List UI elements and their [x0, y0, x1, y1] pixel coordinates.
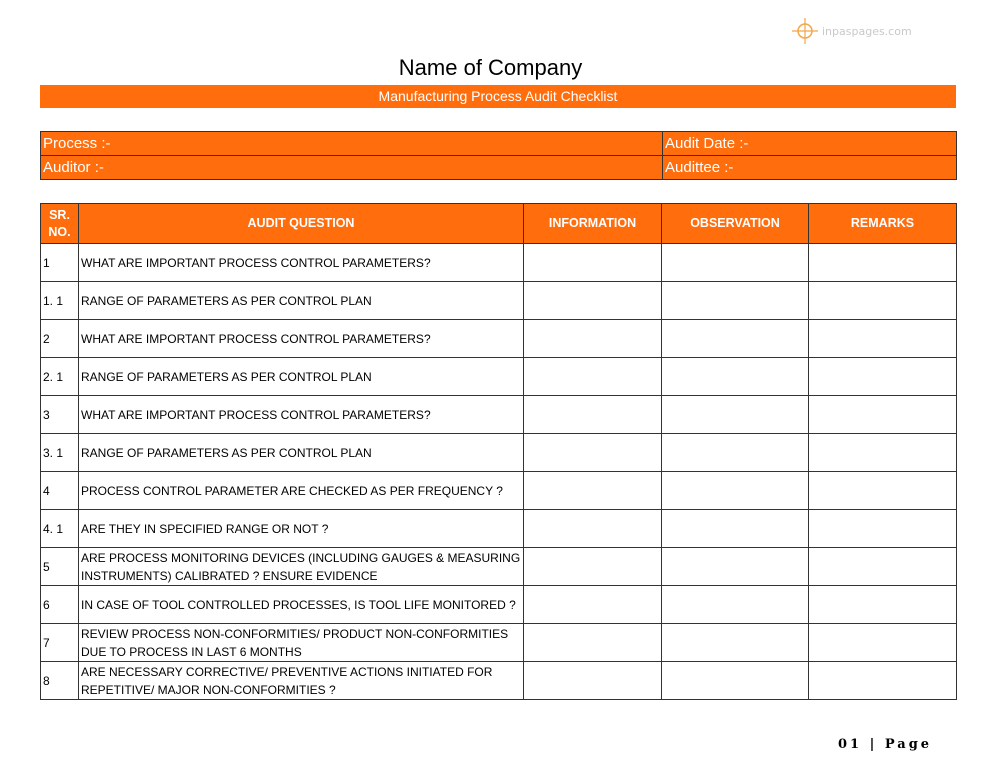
remarks-cell[interactable] — [809, 320, 957, 358]
observation-cell[interactable] — [662, 548, 809, 586]
information-cell[interactable] — [524, 358, 662, 396]
question-cell: ARE NECESSARY CORRECTIVE/ PREVENTIVE ACTIONS INITIATED FOR REPETITIVE/ MAJOR NON-CONFORMITIES ? — [79, 662, 524, 700]
observation-cell[interactable] — [662, 282, 809, 320]
auditee-field[interactable]: Audittee :- — [663, 156, 957, 180]
table-row — [41, 320, 957, 358]
remarks-cell[interactable] — [809, 472, 957, 510]
company-name: Name of Company — [398, 55, 583, 80]
question-cell: WHAT ARE IMPORTANT PROCESS CONTROL PARAMETERS? — [79, 244, 524, 282]
information-cell[interactable] — [524, 472, 662, 510]
sr-no-cell: 1. 1 — [41, 282, 79, 320]
sr-no-cell: 4 — [41, 472, 79, 510]
information-cell[interactable] — [524, 624, 662, 662]
question-cell: WHAT ARE IMPORTANT PROCESS CONTROL PARAMETERS? — [79, 396, 524, 434]
remarks-cell[interactable] — [809, 358, 957, 396]
table-row — [41, 244, 957, 282]
watermark-text: inpaspages.com — [822, 24, 912, 38]
table-row — [41, 548, 957, 586]
remarks-cell[interactable] — [809, 662, 957, 700]
sr-no-cell: 8 — [41, 662, 79, 700]
remarks-cell[interactable] — [809, 548, 957, 586]
observation-cell[interactable] — [662, 358, 809, 396]
observation-cell[interactable] — [662, 624, 809, 662]
observation-cell[interactable] — [662, 510, 809, 548]
question-cell: WHAT ARE IMPORTANT PROCESS CONTROL PARAMETERS? — [79, 320, 524, 358]
information-cell[interactable] — [524, 548, 662, 586]
info-row-process — [41, 132, 957, 156]
information-cell[interactable] — [524, 244, 662, 282]
table-header-row — [41, 204, 957, 244]
header-sr-no: SR. NO. — [41, 204, 79, 244]
observation-cell[interactable] — [662, 586, 809, 624]
information-cell[interactable] — [524, 282, 662, 320]
observation-cell[interactable] — [662, 320, 809, 358]
table-row — [41, 472, 957, 510]
information-cell[interactable] — [524, 510, 662, 548]
question-cell: RANGE OF PARAMETERS AS PER CONTROL PLAN — [79, 358, 524, 396]
observation-cell[interactable] — [662, 244, 809, 282]
header-audit-question: AUDIT QUESTION — [79, 204, 524, 244]
question-cell: ARE PROCESS MONITORING DEVICES (INCLUDING GAUGES & MEASURING INSTRUMENTS) CALIBRATED ? ENSURE EVIDENCE — [79, 548, 524, 586]
information-cell[interactable] — [524, 434, 662, 472]
remarks-cell[interactable] — [809, 586, 957, 624]
table-row — [41, 434, 957, 472]
sr-no-cell: 4. 1 — [41, 510, 79, 548]
table-row — [41, 586, 957, 624]
question-cell: RANGE OF PARAMETERS AS PER CONTROL PLAN — [79, 434, 524, 472]
process-field[interactable]: Process :- — [41, 132, 663, 156]
sr-no-cell: 3. 1 — [41, 434, 79, 472]
remarks-cell[interactable] — [809, 244, 957, 282]
remarks-cell[interactable] — [809, 624, 957, 662]
question-cell: ARE THEY IN SPECIFIED RANGE OR NOT ? — [79, 510, 524, 548]
auditor-field[interactable]: Auditor :- — [41, 156, 663, 180]
remarks-cell[interactable] — [809, 434, 957, 472]
header-information: INFORMATION — [524, 204, 662, 244]
observation-cell[interactable] — [662, 434, 809, 472]
question-cell: RANGE OF PARAMETERS AS PER CONTROL PLAN — [79, 282, 524, 320]
sr-no-cell: 3 — [41, 396, 79, 434]
header-remarks: REMARKS — [809, 204, 957, 244]
table-row — [41, 358, 957, 396]
question-cell: REVIEW PROCESS NON-CONFORMITIES/ PRODUCT NON-CONFORMITIES DUE TO PROCESS IN LAST 6 MONTHS — [79, 624, 524, 662]
audit-info-table — [40, 131, 957, 180]
sr-no-cell: 2. 1 — [41, 358, 79, 396]
observation-cell[interactable] — [662, 396, 809, 434]
observation-cell[interactable] — [662, 472, 809, 510]
remarks-cell[interactable] — [809, 282, 957, 320]
crosshair-logo-icon — [790, 16, 820, 46]
question-cell: IN CASE OF TOOL CONTROLLED PROCESSES, IS TOOL LIFE MONITORED ? — [79, 586, 524, 624]
sr-no-cell: 2 — [41, 320, 79, 358]
page-number: 01 | Page — [838, 737, 933, 752]
checklist-title: Manufacturing Process Audit Checklist — [40, 85, 956, 108]
header-observation: OBSERVATION — [662, 204, 809, 244]
information-cell[interactable] — [524, 586, 662, 624]
observation-cell[interactable] — [662, 662, 809, 700]
table-row — [41, 282, 957, 320]
table-row — [41, 662, 957, 700]
table-row — [41, 510, 957, 548]
sr-no-cell: 6 — [41, 586, 79, 624]
sr-no-cell: 5 — [41, 548, 79, 586]
watermark — [790, 16, 930, 46]
table-row — [41, 624, 957, 662]
sr-no-cell: 7 — [41, 624, 79, 662]
information-cell[interactable] — [524, 320, 662, 358]
sr-no-cell: 1 — [41, 244, 79, 282]
information-cell[interactable] — [524, 662, 662, 700]
remarks-cell[interactable] — [809, 396, 957, 434]
table-row — [41, 396, 957, 434]
audit-checklist-table — [40, 203, 957, 700]
info-row-auditor — [41, 156, 957, 180]
table-body — [41, 244, 957, 700]
audit-date-field[interactable]: Audit Date :- — [663, 132, 957, 156]
information-cell[interactable] — [524, 396, 662, 434]
question-cell: PROCESS CONTROL PARAMETER ARE CHECKED AS PER FREQUENCY ? — [79, 472, 524, 510]
remarks-cell[interactable] — [809, 510, 957, 548]
